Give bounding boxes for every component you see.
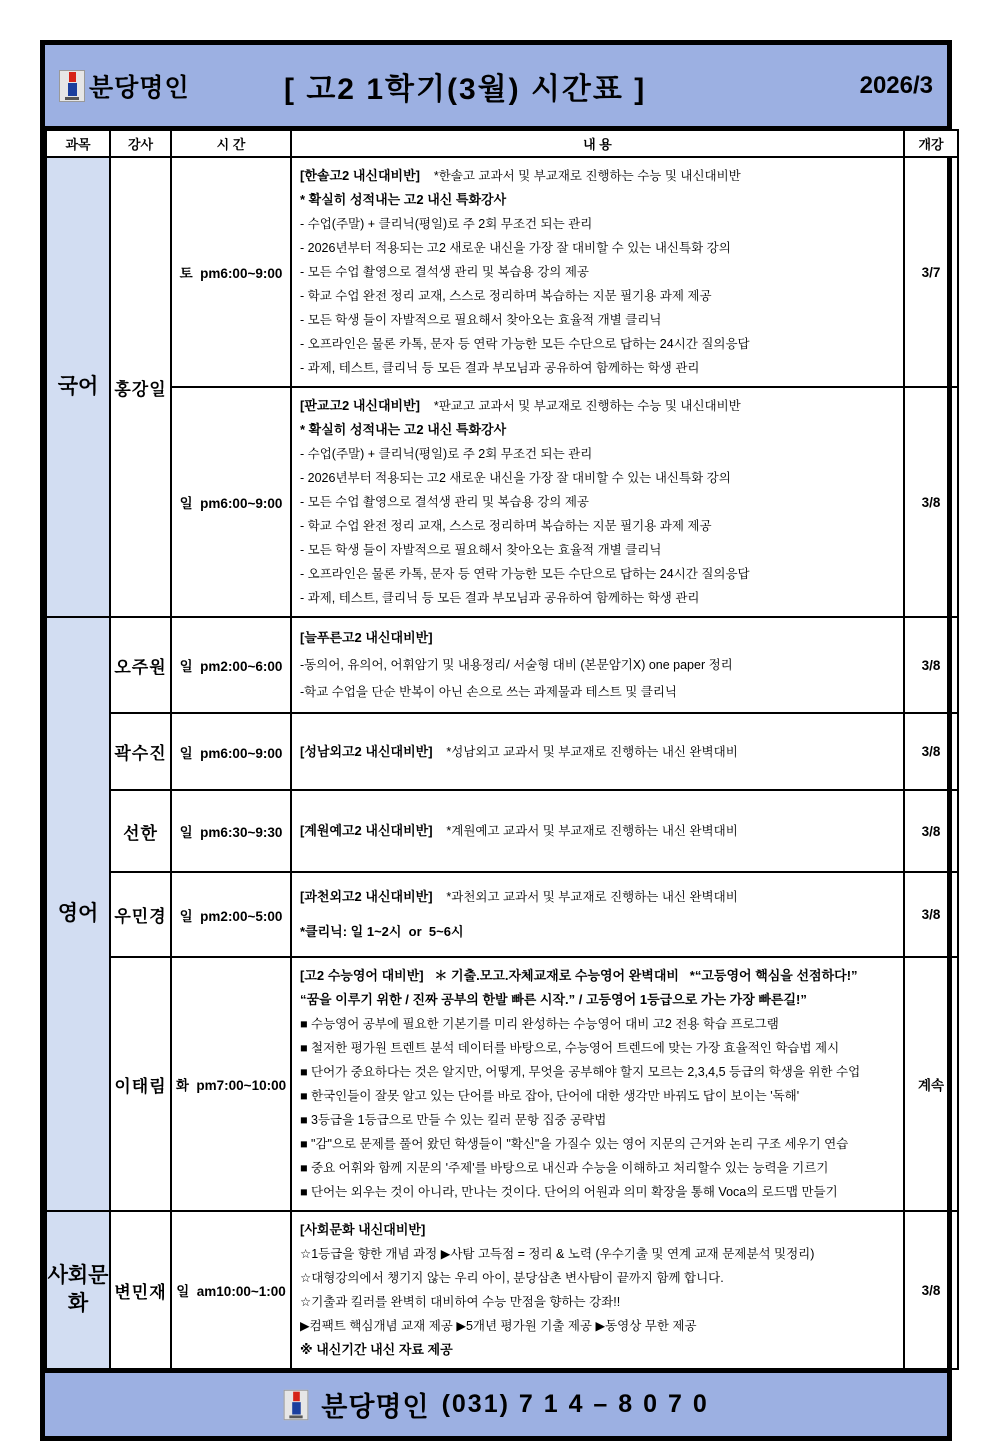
time-cell: 화 pm7:00~10:00 <box>171 957 291 1211</box>
content-cell <box>291 790 904 872</box>
content-lines <box>300 624 899 706</box>
content-lines <box>300 720 899 783</box>
time-cell: 일 pm6:00~9:00 <box>171 387 291 617</box>
table-row <box>46 1211 958 1369</box>
content-line: - 학교 수업 완전 정리 교재, 스스로 정리하며 복습하는 지문 필기용 과제 제공 <box>300 289 712 303</box>
content-line: * 확실히 성적내는 고2 내신 특화강사 <box>300 192 507 207</box>
footer-phone: (031) 7 1 4 – 8 0 7 0 <box>441 1390 709 1418</box>
content-line: - 2026년부터 적용되는 고2 새로운 내신을 가장 잘 대비할 수 있는 내신특화 강의 <box>300 241 731 255</box>
footer-brand: 분당명인 <box>321 1392 430 1422</box>
col-header-teacher: 강사 <box>110 130 171 157</box>
table-row <box>46 790 958 872</box>
content-line: ■ "감"으로 문제를 풀어 왔던 학생들이 "확신"을 가질수 있는 영어 지문의 근거와 논리 구조 세우기 연습 <box>300 1137 849 1151</box>
logo-red-mark <box>293 1391 300 1401</box>
content-cell <box>291 872 904 957</box>
logo-blue-mark <box>68 83 77 96</box>
start-date-cell: 3/8 <box>904 617 958 713</box>
content-line: - 수업(주말) + 클리닉(평일)로 주 2회 무조건 되는 관리 <box>300 447 593 461</box>
col-header-start: 개강 <box>904 130 958 157</box>
content-cell <box>291 617 904 713</box>
logo-red-mark <box>69 72 76 82</box>
content-line: ☆1등급을 향한 개념 과정 ▶사탐 고득점 = 정리 & 노력 (우수기출 및 연계 교재 문제분석 및정리) <box>300 1247 815 1261</box>
col-header-time: 시 간 <box>171 130 291 157</box>
content-lines <box>300 394 899 610</box>
table-row <box>46 157 958 387</box>
content-line: - 모든 수업 촬영으로 결석생 관리 및 복습용 강의 제공 <box>300 265 589 279</box>
timetable-sheet <box>40 40 952 1441</box>
start-date-cell: 3/8 <box>904 1211 958 1369</box>
content-line: [늘푸른고2 내신대비반] <box>300 629 433 645</box>
teacher-cell: 변민재 <box>110 1211 171 1369</box>
content-line: - 2026년부터 적용되는 고2 새로운 내신을 가장 잘 대비할 수 있는 내신특화 강의 <box>300 471 731 485</box>
content-line: [고2 수능영어 대비반] ＊ 기출.모고.자체교재로 수능영어 완벽대비 *“고등영어 핵심을 선점하다!” <box>300 968 858 983</box>
page-title: [ 고2 1학기(3월) 시간표 ] <box>284 72 647 106</box>
teacher-cell: 홍강일 <box>110 157 171 617</box>
time-cell: 토 pm6:00~9:00 <box>171 157 291 387</box>
content-line: ■ 철저한 평가원 트렌트 분석 데이터를 바탕으로, 수능영어 트렌드에 맞는 가장 효율적인 학습법 제시 <box>300 1041 840 1055</box>
content-line: ■ 수능영어 공부에 필요한 기본기를 미리 완성하는 수능영어 대비 고2 전용 학습 프로그램 <box>300 1017 779 1031</box>
content-line: - 모든 수업 촬영으로 결석생 관리 및 복습용 강의 제공 <box>300 495 589 509</box>
time-cell: 일 pm6:00~9:00 <box>171 713 291 790</box>
header-band <box>45 45 947 129</box>
teacher-cell: 곽수진 <box>110 713 171 790</box>
content-line: [계원예고2 내신대비반] *계원예고 교과서 및 부교재로 진행하는 내신 완벽대비 <box>300 823 738 838</box>
content-line: ■ 한국인들이 잘못 알고 있는 단어를 바로 잡아, 단어에 대한 생각만 바꿔도 답이 보이는 '독해' <box>300 1089 800 1103</box>
logo-base-mark <box>290 1415 303 1418</box>
footer-logo-icon <box>284 1389 309 1419</box>
content-line: ※ 내신기간 내신 자료 제공 <box>300 1342 453 1357</box>
table-row <box>46 713 958 790</box>
subject-cell-english: 영어 <box>46 617 110 1211</box>
content-line: -동의어, 유의어, 어휘암기 및 내용정리/ 서술형 대비 (본문암기X) one paper 정리 <box>300 657 733 672</box>
logo-blue-mark <box>292 1402 301 1414</box>
content-line: * 확실히 성적내는 고2 내신 특화강사 <box>300 422 507 437</box>
brand-logo-icon <box>59 70 85 102</box>
content-line: ■ 단어가 중요하다는 것은 알지만, 어떻게, 무엇을 공부해야 할지 모르는 2,3,4,5 등급의 학생을 위한 수업 <box>300 1065 861 1079</box>
content-lines <box>300 797 899 865</box>
content-cell <box>291 157 904 387</box>
table-row <box>46 617 958 713</box>
teacher-cell: 오주원 <box>110 617 171 713</box>
content-lines <box>300 879 899 950</box>
content-line: - 모든 학생 들이 자발적으로 필요해서 찾아오는 효율적 개별 클리닉 <box>300 313 662 327</box>
logo-base-mark <box>65 97 79 100</box>
table-row <box>46 872 958 957</box>
table-row <box>46 957 958 1211</box>
content-line: “꿈을 이루기 위한 / 진짜 공부의 한발 빠른 시작.” / 고등영어 1등급으로 가는 가장 빠른길!” <box>300 992 807 1007</box>
time-cell: 일 pm6:30~9:30 <box>171 790 291 872</box>
content-line: [판교고2 내신대비반] *판교고 교과서 및 부교재로 진행하는 수능 및 내신대비반 <box>300 398 741 413</box>
content-line: -학교 수업을 단순 반복이 아닌 손으로 쓰는 과제물과 테스트 및 클리닉 <box>300 685 677 700</box>
teacher-cell: 우민경 <box>110 872 171 957</box>
content-line: - 오프라인은 물론 카톡, 문자 등 연락 가능한 모든 수단으로 답하는 24시간 질의응답 <box>300 567 750 581</box>
content-line: ▶컴팩트 핵심개념 교재 제공 ▶5개년 평가원 기출 제공 ▶동영상 무한 제공 <box>300 1319 697 1333</box>
content-cell <box>291 1211 904 1369</box>
content-line: - 수업(주말) + 클리닉(평일)로 주 2회 무조건 되는 관리 <box>300 217 593 231</box>
content-cell <box>291 713 904 790</box>
teacher-cell: 선한 <box>110 790 171 872</box>
time-cell: 일 pm2:00~5:00 <box>171 872 291 957</box>
start-date-cell: 3/8 <box>904 790 958 872</box>
teacher-cell: 이태림 <box>110 957 171 1211</box>
col-header-content: 내 용 <box>291 130 904 157</box>
issue-date: 2026/3 <box>859 71 933 99</box>
content-line: *클리닉: 일 1~2시 or 5~6시 <box>300 924 464 940</box>
time-cell: 일 am10:00~1:00 <box>171 1211 291 1369</box>
content-lines <box>300 1218 899 1362</box>
content-line: - 과제, 테스트, 클리닉 등 모든 결과 부모님과 공유하여 함께하는 학생 관리 <box>300 591 700 605</box>
brand-group <box>59 68 284 104</box>
content-line: ■ 단어는 외우는 것이 아니라, 만나는 것이다. 단어의 어원과 의미 확장을 통해 Voca의 로드맵 만들기 <box>300 1185 838 1199</box>
content-line: - 과제, 테스트, 클리닉 등 모든 결과 부모님과 공유하여 함께하는 학생 관리 <box>300 361 700 375</box>
brand-name: 분당명인 <box>89 73 190 102</box>
footer-band <box>45 1370 947 1436</box>
content-line: ☆대형강의에서 챙기지 않는 우리 아이, 분당삼촌 변사탐이 끝까지 함께 합니다. <box>300 1271 724 1285</box>
content-lines <box>300 964 899 1204</box>
content-line: [과천외고2 내신대비반] *과천외고 교과서 및 부교재로 진행하는 내신 완벽대비 <box>300 888 738 904</box>
content-cell <box>291 387 904 617</box>
start-date-cell: 계속 <box>904 957 958 1211</box>
content-cell <box>291 957 904 1211</box>
timetable <box>45 129 959 1370</box>
content-line: [사회문화 내신대비반] <box>300 1222 426 1237</box>
content-line: [한솔고2 내신대비반] *한솔고 교과서 및 부교재로 진행하는 수능 및 내신대비반 <box>300 168 741 183</box>
time-cell: 일 pm2:00~6:00 <box>171 617 291 713</box>
content-line: - 모든 학생 들이 자발적으로 필요해서 찾아오는 효율적 개별 클리닉 <box>300 543 662 557</box>
start-date-cell: 3/8 <box>904 713 958 790</box>
subject-cell-social-culture: 사회문화 <box>46 1211 110 1369</box>
content-line: - 학교 수업 완전 정리 교재, 스스로 정리하며 복습하는 지문 필기용 과제 제공 <box>300 519 712 533</box>
content-line: ☆기출과 킬러를 완벽히 대비하여 수능 만점을 향하는 강좌!! <box>300 1295 621 1309</box>
start-date-cell: 3/8 <box>904 872 958 957</box>
content-line: ■ 중요 어휘와 함께 지문의 '주제'를 바탕으로 내신과 수능을 이해하고 처리할수 있는 능력을 기르기 <box>300 1161 829 1175</box>
start-date-cell: 3/7 <box>904 157 958 387</box>
content-line: [성남외고2 내신대비반] *성남외고 교과서 및 부교재로 진행하는 내신 완벽대비 <box>300 743 738 759</box>
table-row <box>46 387 958 617</box>
content-line: - 오프라인은 물론 카톡, 문자 등 연락 가능한 모든 수단으로 답하는 24시간 질의응답 <box>300 337 750 351</box>
subject-cell-korean: 국어 <box>46 157 110 617</box>
content-lines <box>300 164 899 380</box>
content-line: ■ 3등급을 1등급으로 만들 수 있는 킬러 문항 집중 공략법 <box>300 1113 607 1127</box>
start-date-cell: 3/8 <box>904 387 958 617</box>
column-header-row <box>46 130 958 157</box>
col-header-subject: 과목 <box>46 130 110 157</box>
